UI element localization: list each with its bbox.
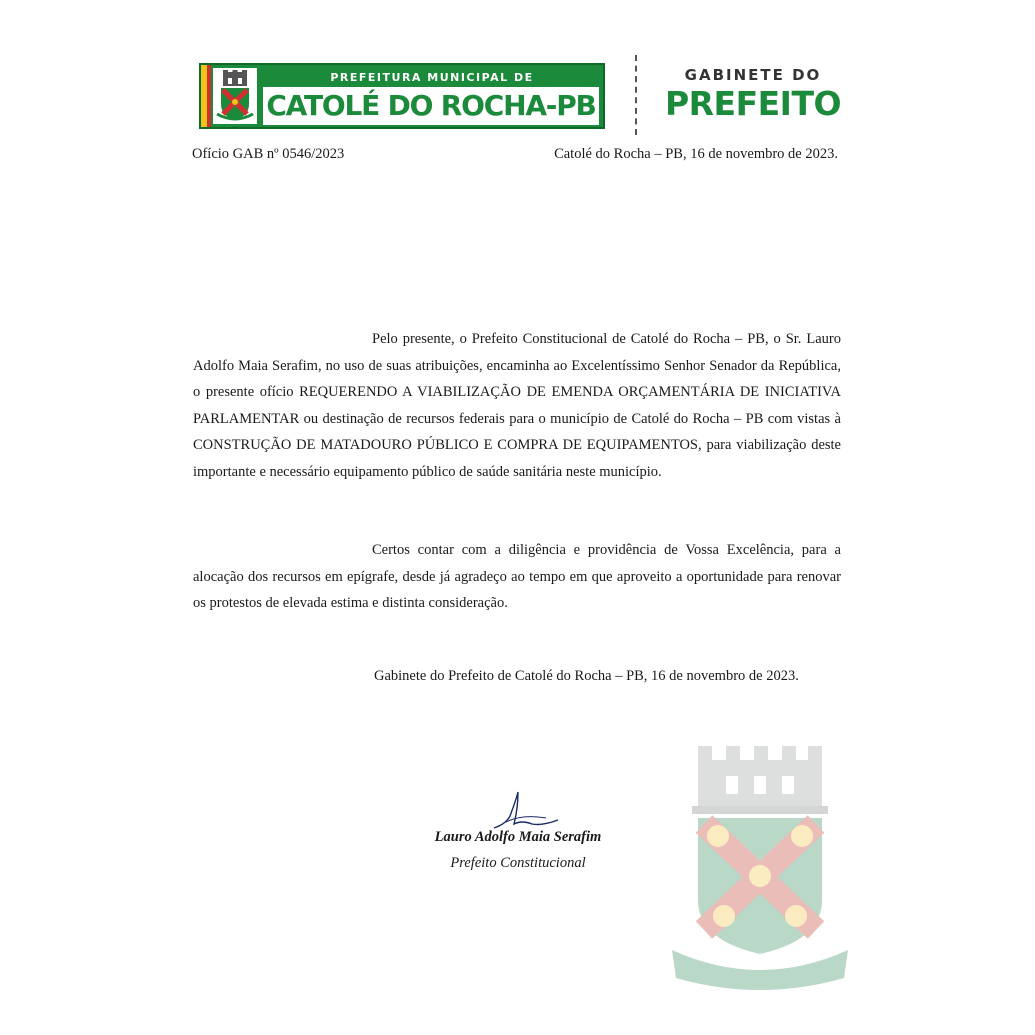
signatory-role: Prefeito Constitucional [450,855,586,871]
crest-icon [213,68,257,124]
paragraph-2-text: Certos contar com a diligência e providência de Vossa Excelência, para a alocação dos recursos em epígrafe, desde já agradeço ao tempo em que aproveito a oportunidade para renovar os protestos de elevada estima e distinta consideração. [193,542,841,611]
logo-stripe-red [207,65,211,127]
header-divider [635,55,637,135]
document-reference: Ofício GAB nº 0546/2023 [192,146,345,162]
logo-top-text: PREFEITURA MUNICIPAL DE [267,70,597,86]
prefeitura-logo [199,63,605,129]
office-title-line2: PREFEITO [664,84,842,123]
signatory-name: Lauro Adolfo Maia Serafim [434,829,602,845]
document-date: Catolé do Rocha – PB, 16 de novembro de 2023. [554,146,838,162]
logo-main-text: CATOLÉ DO ROCHA-PB [263,87,599,125]
coat-of-arms-watermark-icon [668,740,852,995]
paragraph-1-text: Pelo presente, o Prefeito Constitucional de Catolé do Rocha – PB, o Sr. Lauro Adolfo Maia Serafim, no uso de suas atribuições, encaminha ao Excelentíssimo Senhor Senador da República, o presente ofício REQUERENDO A VIABILIZAÇÃO DE EMENDA ORÇAMENTÁRIA DE INICIATIVA PARLAMENTAR ou destinação de recursos federais para o município de Catolé do Rocha – PB com vistas à CONSTRUÇÃO DE MATADOURO PÚBLICO E COMPRA DE EQUIPAMENTOS, para viabilização deste importante e necessário equipamento público de saúde sanitária neste município. [193,331,841,480]
closing-line: Gabinete do Prefeito de Catolé do Rocha – PB, 16 de novembro de 2023. [374,668,799,684]
body-paragraph-2 [193,537,841,617]
body-paragraph-1 [193,326,841,485]
office-title-line1: GABINETE DO [684,66,822,84]
